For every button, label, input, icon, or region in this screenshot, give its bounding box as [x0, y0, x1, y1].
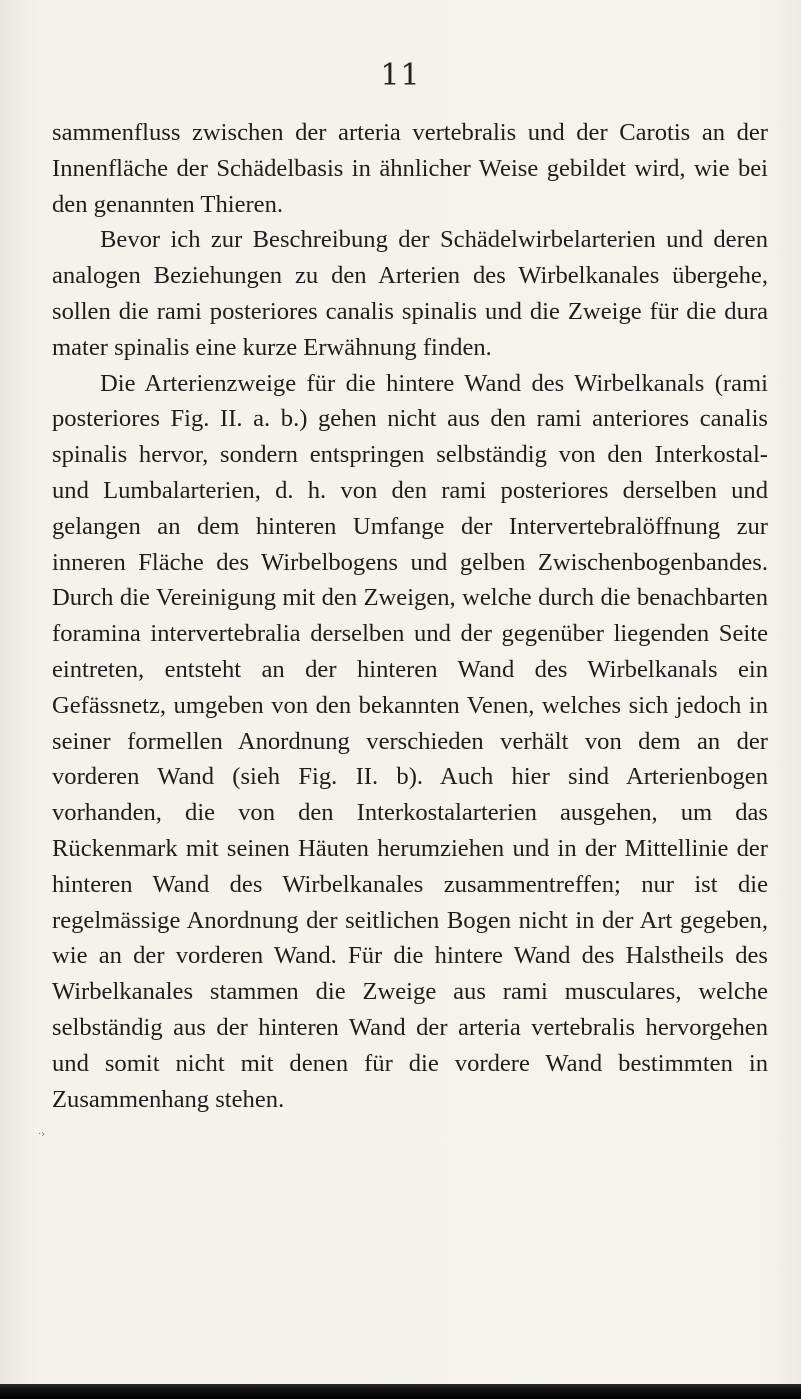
page-edge-shadow — [0, 1384, 801, 1399]
paragraph-2: Bevor ich zur Beschreibung der Schädelwirbelarterien und deren analogen Beziehungen zu den Arterien des Wirbelkanales übergehe, sollen die rami posteriores canalis spinalis und die Zweige für die dura mater spinalis eine kurze Erwähnung finden. — [52, 226, 768, 361]
paragraph-1: sammenfluss zwischen der arteria vertebralis und der Carotis an der Innenfläche der Schädelbasis in ähnlicher Weise gebildet wird, wie bei den genannten Thieren. — [52, 119, 768, 218]
page-number: 11 — [380, 58, 421, 93]
body-text — [52, 115, 768, 1117]
paragraph-3: Die Arterienzweige für die hintere Wand des Wirbelkanals (rami posteriores Fig. II. a. b.) gehen nicht aus den rami anteriores canalis spinalis hervor, sondern entspringen selbständig von den Interkostal- und Lumbalarterien, d. h. von den rami posteriores derselben und gelangen an dem hinteren Umfange der Intervertebralöffnung zur inneren Fläche des Wirbelbogens und gelben Zwischenbogenbandes. Durch die Vereinigung mit den Zweigen, welche durch die benachbarten foramina intervertebralia derselben und der gegenüber liegenden Seite eintreten, entsteht an der hinteren Wand des Wirbelkanals ein Gefässnetz, umgeben von den bekannten Venen, welches sich jedoch in seiner formellen Anordnung verschieden verhält von dem an der vorderen Wand (sieh Fig. II. b). Auch hier sind Arterienbogen vorhanden, die von den Interkostalarterien ausgehen, um das Rückenmark mit seinen Häuten herumziehen und in der Mittellinie der hinteren Wand des Wirbelkanales zusammentreffen; nur ist die regelmässige Anordnung der seitlichen Bogen nicht in der Art gegeben, wie an der vorderen Wand. Für die hintere Wand des Halstheils des Wirbelkanales stammen die Zweige aus rami musculares, welche selbständig aus der hinteren Wand der arteria vertebralis hervorgehen und somit nicht mit denen für die vordere Wand bestimmten in Zusammenhang stehen. — [52, 369, 768, 1113]
margin-mark: ·› — [38, 1129, 46, 1140]
